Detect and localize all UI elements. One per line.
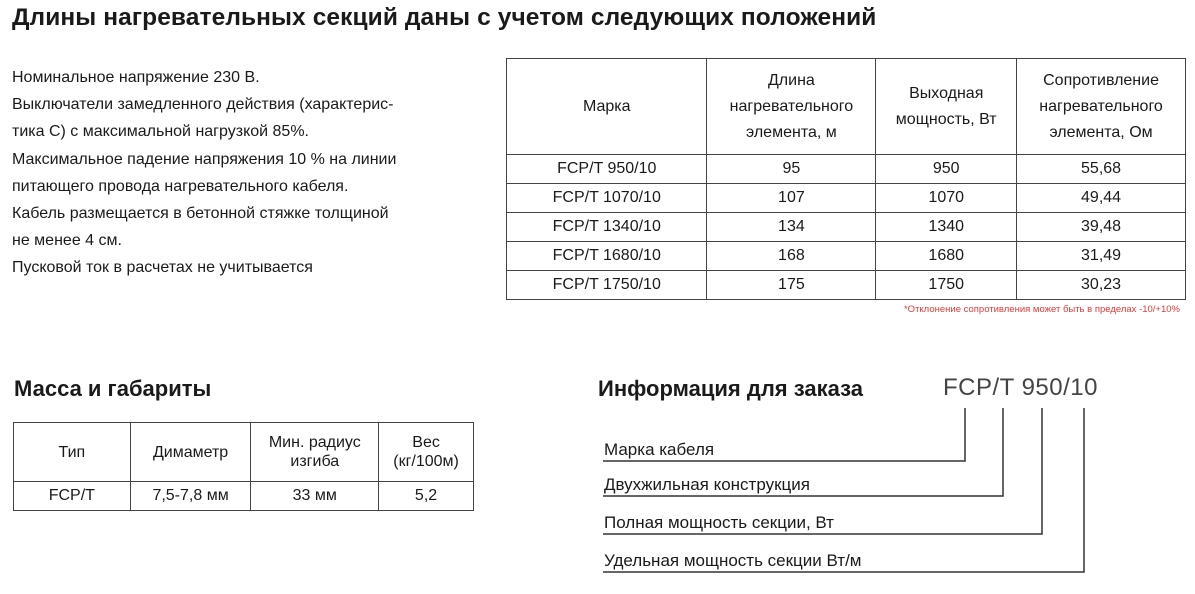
table-cell: 7,5-7,8 мм: [130, 482, 251, 511]
table-cell: 175: [707, 271, 876, 300]
table-cell: 39,48: [1017, 213, 1186, 242]
table-cell: 1750: [876, 271, 1017, 300]
table-cell: FCP/T 950/10: [507, 155, 707, 184]
header-text: изгиба: [290, 453, 340, 470]
header-text: Вес: [412, 434, 440, 451]
note-line: тика С) с максимальной нагрузкой 85%.: [12, 123, 309, 141]
code-separator: /: [1063, 374, 1071, 401]
table-cell: FCP/T 1340/10: [507, 213, 707, 242]
table-cell: 1340: [876, 213, 1017, 242]
header-text: Длина: [767, 71, 815, 89]
code-part-brand: FCP: [943, 374, 993, 401]
table-cell: FCP/T 1070/10: [507, 184, 707, 213]
table-cell: FCP/T 1750/10: [507, 271, 707, 300]
table-cell: 107: [707, 184, 876, 213]
order-section-title: Информация для заказа: [598, 376, 864, 401]
table-cell: FCP/T 1680/10: [507, 242, 707, 271]
table-cell: FCP/T: [14, 482, 131, 511]
mass-section-title: Масса и габариты: [14, 376, 212, 401]
header-text: Марка: [582, 97, 631, 115]
order-label-linear-power: Удельная мощность секции Вт/м: [604, 551, 862, 570]
header-text: мощность, Вт: [895, 110, 997, 128]
page-title: Длины нагревательных секций даны с учетом следующих положений: [12, 4, 877, 31]
table-cell: 134: [707, 213, 876, 242]
order-label-brand: Марка кабеля: [604, 440, 715, 459]
table-cell: 1680: [876, 242, 1017, 271]
header-text: элемента, Ом: [1049, 123, 1153, 141]
header-text: Димаметр: [152, 443, 229, 461]
code-part-linear-power: 10: [1070, 374, 1098, 401]
resistance-tolerance-footnote: *Отклонение сопротивления может быть в пределах -10/+10%: [903, 304, 1180, 315]
header-text: (кг/100м): [393, 453, 459, 470]
note-line: Номинальное напряжение 230 В.: [12, 69, 260, 86]
table-cell: 31,49: [1017, 242, 1186, 271]
note-line: Пусковой ток в расчетах не учитывается: [12, 259, 313, 277]
table-cell: 5,2: [379, 482, 474, 511]
table-cell: 55,68: [1017, 155, 1186, 184]
note-line: Кабель размещается в бетонной стяжке толщиной: [12, 205, 389, 223]
header-text: нагревательного: [1039, 97, 1163, 115]
code-separator: /: [992, 374, 1000, 401]
order-label-construction: Двухжильная конструкция: [604, 475, 810, 494]
table-cell: 49,44: [1017, 184, 1186, 213]
header-text: Тип: [58, 443, 86, 461]
table-cell: 95: [707, 155, 876, 184]
table-cell: 30,23: [1017, 271, 1186, 300]
header-text: нагревательного: [729, 97, 854, 115]
note-line: не менее 4 см.: [12, 232, 122, 250]
table-cell: 168: [707, 242, 876, 271]
table-cell: 950: [876, 155, 1017, 184]
code-part-construction: T: [999, 374, 1015, 401]
code-part-power: 950: [1021, 374, 1064, 401]
note-line: Выключатели замедленного действия (характерис-: [12, 96, 394, 114]
order-label-power: Полная мощность секции, Вт: [604, 513, 834, 532]
header-text: Сопротивление: [1043, 71, 1159, 89]
header-text: элемента, м: [746, 123, 837, 141]
table-cell: 1070: [876, 184, 1017, 213]
note-line: Максимальное падение напряжения 10 % на линии: [12, 150, 397, 168]
header-text: Мин. радиус: [268, 434, 361, 451]
table-cell: 33 мм: [251, 482, 379, 511]
header-text: Выходная: [909, 84, 984, 102]
note-line: питающего провода нагревательного кабеля.: [12, 177, 349, 195]
